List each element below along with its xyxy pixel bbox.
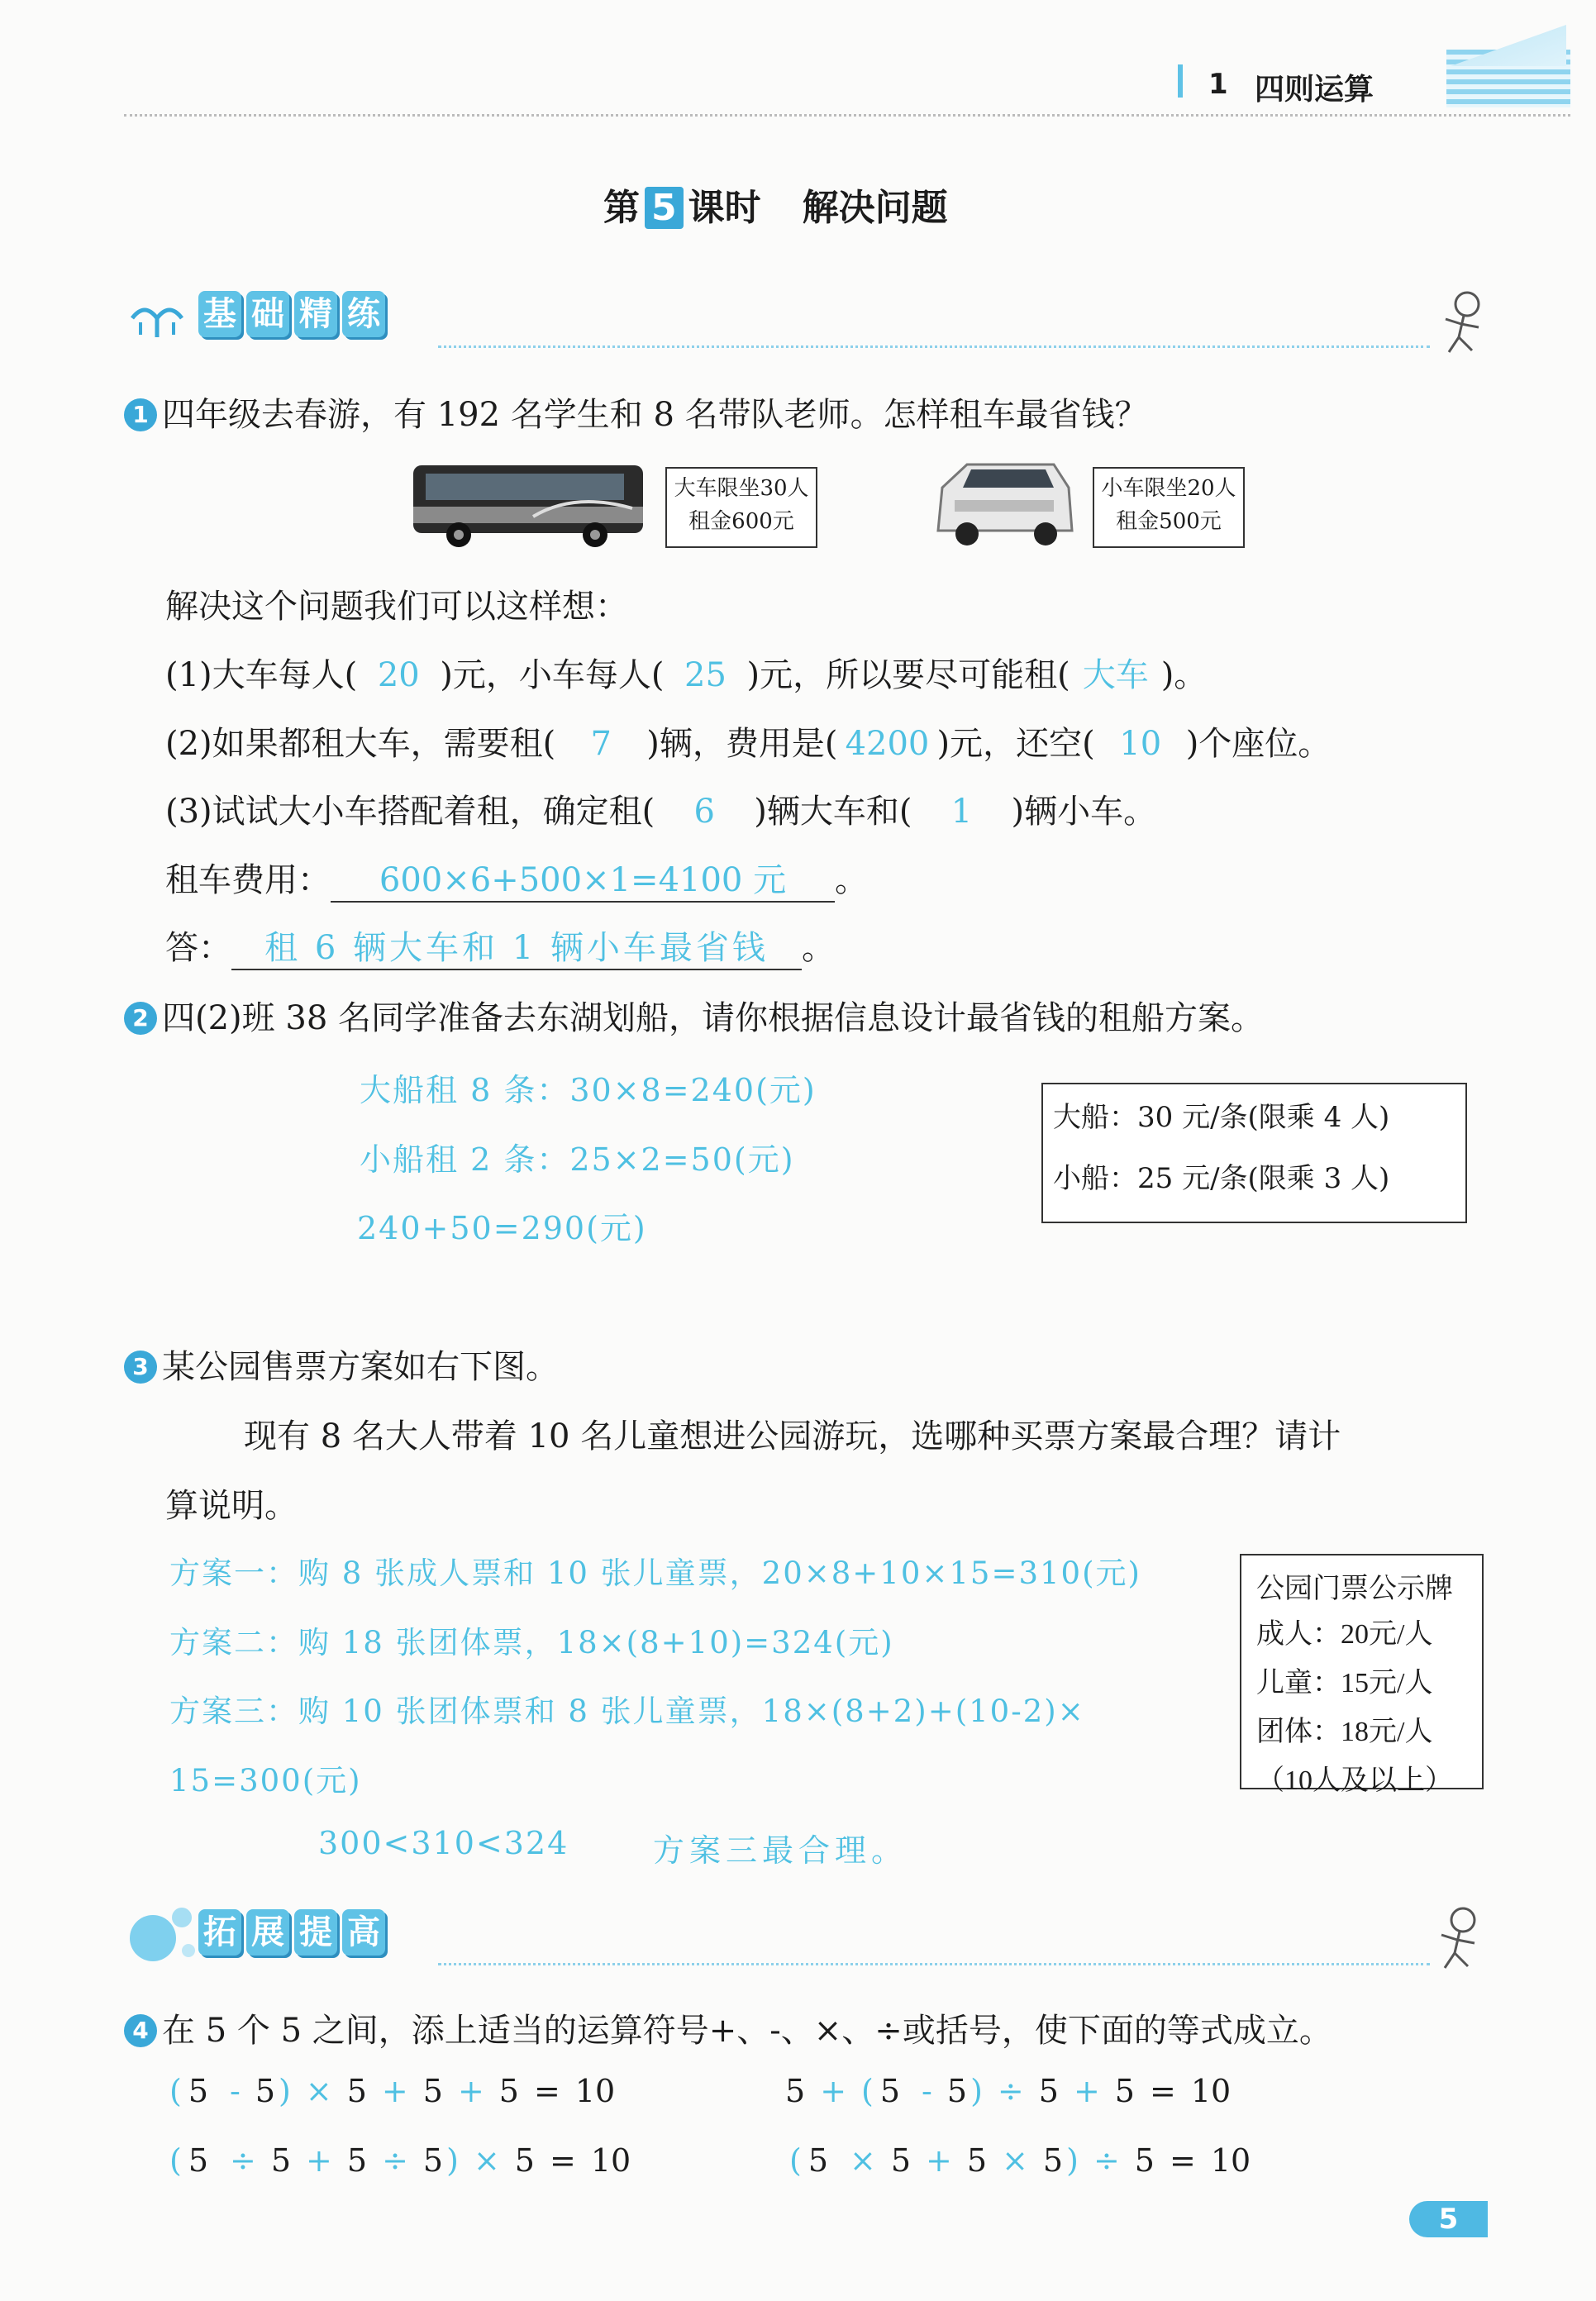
page-number-text: 5 — [1438, 2203, 1459, 2236]
eq-operator: + — [1073, 2073, 1100, 2109]
eq-number: 5 — [422, 2142, 444, 2179]
q1-ans-big-count: 7 — [590, 725, 612, 763]
q1-cost-end: 。 — [835, 861, 868, 899]
q1-line1-text: (1)大车每人( — [165, 656, 358, 694]
q2-answer-line: 大船租 8 条：30×8=240(元) — [360, 1072, 817, 1108]
q1-ans-empty-seats: 10 — [1119, 725, 1162, 763]
eq-number: 5 — [946, 2073, 968, 2109]
eq-paren: ( — [169, 2073, 182, 2109]
q1-answer-line — [165, 922, 835, 970]
q1-line3-text: )辆小车。 — [1011, 793, 1157, 831]
q1-ans-big-per-person: 20 — [377, 656, 420, 694]
header-chapter-num: 1 — [1208, 68, 1228, 101]
eq-number: 5 — [890, 2142, 912, 2179]
header-dotted-rule — [124, 114, 1570, 117]
eq-result: 10 — [574, 2073, 616, 2109]
eq-operator: ÷ — [230, 2142, 256, 2179]
q1-line3-text: )辆大车和( — [754, 793, 912, 831]
q3-para2: 算说明。 — [165, 1487, 298, 1525]
eq-number: 5 — [879, 2073, 901, 2109]
bus-sign — [665, 467, 817, 548]
q1-ans-small-mix: 1 — [950, 793, 973, 831]
van-sign — [1093, 467, 1245, 548]
section2-char: 拓 — [198, 1909, 241, 1956]
q1-line1-text: )元，所以要尽可能租( — [746, 656, 1070, 694]
eq-paren: ) — [970, 2073, 983, 2109]
eq-number: 5 — [1134, 2142, 1155, 2179]
q1-intro: 解决这个问题我们可以这样想： — [165, 588, 628, 626]
q1-line2 — [165, 717, 1331, 765]
q2-boat-info-line: 大船：30 元/条(限乘 4 人) — [1053, 1101, 1390, 1134]
q1-answer-label: 答： — [165, 929, 231, 967]
q3-answer-line: 方案二：购 18 张团体票，18×(8+10)=324(元) — [169, 1625, 894, 1660]
q3-answer-line: 方案一：购 8 张成人票和 10 张儿童票，20×8+10×15=310(元) — [169, 1555, 1141, 1591]
q1-cost-line — [165, 854, 868, 903]
page-title — [603, 178, 948, 231]
title-topic: 解决问题 — [802, 187, 948, 229]
eq-operator: + — [457, 2073, 484, 2109]
runner-icon — [1430, 1905, 1488, 1971]
eq-operator: × — [473, 2142, 500, 2179]
eq-number: 5 — [188, 2142, 209, 2179]
eq-result: 10 — [590, 2142, 631, 2179]
van-sign-line: 租金500元 — [1116, 509, 1222, 534]
eq-number: 5 — [1038, 2073, 1059, 2109]
ticket-sign-line: 儿童：15元/人 — [1256, 1668, 1433, 1698]
title-suffix: 课时 — [688, 187, 761, 229]
q1-line3-text: (3)试试大小车搭配着租，确定租( — [165, 793, 655, 831]
eq-number: 5 — [1042, 2142, 1064, 2179]
q1-answer-text: 租 6 辆大车和 1 辆小车最省钱 — [231, 922, 802, 970]
q1-number: 1 — [124, 398, 157, 431]
eq-number: 5 — [808, 2142, 829, 2179]
q1-answer-end: 。 — [802, 929, 835, 967]
q2-boat-info — [1041, 1083, 1467, 1223]
header-corner — [1451, 25, 1566, 66]
section-extension — [198, 1909, 390, 1956]
van-image — [930, 455, 1079, 554]
ticket-sign-line: 成人：20元/人 — [1256, 1619, 1433, 1650]
eq-number: 5 — [346, 2073, 367, 2109]
q1-line1-text: )。 — [1160, 656, 1208, 694]
eq-number: 5 — [785, 2073, 806, 2109]
q1-ans-choice: 大车 — [1082, 656, 1149, 694]
q1-line2-text: )个座位。 — [1185, 725, 1332, 763]
q1-line3 — [165, 785, 1156, 832]
q2-boat-info-line: 小船：25 元/条(限乘 3 人) — [1053, 1162, 1390, 1196]
eq-equals: = — [1149, 2073, 1176, 2109]
q4-number: 4 — [124, 2014, 157, 2047]
q3-compare: 300<310<324 — [318, 1825, 569, 1861]
eq-number: 5 — [1114, 2073, 1135, 2109]
eq-result: 10 — [1190, 2073, 1232, 2109]
eq-result: 10 — [1210, 2142, 1251, 2179]
q1-question: 四年级去春游，有 192 名学生和 8 名带队老师。怎样租车最省钱？ — [162, 396, 1148, 434]
section1-dotted-rule — [438, 345, 1430, 348]
q1-line1 — [165, 649, 1207, 696]
eq-equals: = — [1169, 2142, 1196, 2179]
eq-paren: ) — [1066, 2142, 1079, 2179]
q3-answer-line: 15=300(元) — [169, 1763, 362, 1798]
q3-text — [124, 1341, 559, 1388]
eq-number: 5 — [255, 2073, 276, 2109]
bus-image — [409, 459, 649, 550]
section1-char: 精 — [294, 291, 337, 337]
ticket-sign-title: 公园门票公示牌 — [1256, 1574, 1453, 1604]
q3-question: 某公园售票方案如右下图。 — [162, 1348, 559, 1386]
eq-operator: × — [305, 2073, 332, 2109]
eq-operator: ÷ — [1093, 2142, 1120, 2179]
section1-char: 础 — [246, 291, 289, 337]
eq-operator: ÷ — [382, 2142, 408, 2179]
van-sign-line: 小车限坐20人 — [1101, 476, 1236, 501]
eq-paren: ) — [446, 2142, 459, 2179]
q4-text — [124, 2004, 1332, 2051]
eq-operator: - — [922, 2073, 932, 2109]
header-chapter-title: 四则运算 — [1255, 73, 1374, 107]
q1-line1-text: )元，小车每人( — [440, 656, 665, 694]
eq-operator: + — [926, 2142, 952, 2179]
lesson-number-badge: 5 — [645, 187, 684, 229]
eq-operator: ÷ — [997, 2073, 1024, 2109]
eq-operator: × — [850, 2142, 876, 2179]
q3-number: 3 — [124, 1351, 157, 1384]
q1-ans-big-mix: 6 — [693, 793, 715, 831]
eq-operator: + — [306, 2142, 332, 2179]
eq-number: 5 — [966, 2142, 988, 2179]
section1-char: 练 — [342, 291, 385, 337]
q1-line2-text: (2)如果都租大车，需要租( — [165, 725, 556, 763]
section1-char: 基 — [198, 291, 241, 337]
eq-operator: + — [381, 2073, 408, 2109]
eq-equals: = — [533, 2073, 560, 2109]
q1-cost-label: 租车费用： — [165, 861, 331, 899]
ticket-sign-line: （10人及以上） — [1256, 1765, 1453, 1796]
runner-icon — [1434, 289, 1492, 355]
q2-answer-line: 小船租 2 条：25×2=50(元) — [360, 1141, 795, 1178]
bus-sign-line: 租金600元 — [688, 509, 794, 534]
eq-number: 5 — [514, 2142, 535, 2179]
bus-sign-line: 大车限坐30人 — [674, 476, 809, 501]
eq-paren: ) — [279, 2073, 291, 2109]
q1-line2-text: )元，还空( — [936, 725, 1095, 763]
q3-para1: 现有 8 名大人带着 10 名儿童想进公园游玩，选哪种买票方案最合理？请计 — [244, 1417, 1341, 1455]
q3-answer-line: 方案三：购 10 张团体票和 8 张儿童票，18×(8+2)+(10-2)× — [169, 1694, 1085, 1729]
section-basic-practice — [198, 291, 390, 337]
eq-number: 5 — [422, 2073, 443, 2109]
q1-line2-text: )辆，费用是( — [646, 725, 838, 763]
q1-ans-small-per-person: 25 — [684, 656, 727, 694]
q2-text — [124, 992, 1264, 1039]
header-bar — [1178, 64, 1183, 98]
section2-char: 高 — [342, 1909, 385, 1956]
eq-operator: + — [820, 2073, 847, 2109]
eq-operator: × — [1002, 2142, 1028, 2179]
title-prefix: 第 — [603, 187, 640, 229]
q3-conclusion: 方案三最合理。 — [653, 1832, 908, 1869]
eq-number: 5 — [498, 2073, 519, 2109]
eq-paren: ( — [861, 2073, 874, 2109]
q4-equation-3 — [169, 2142, 631, 2179]
eq-paren: ( — [789, 2142, 802, 2179]
q2-number: 2 — [124, 1002, 157, 1035]
section2-dotted-rule — [438, 1963, 1430, 1965]
page-number — [1409, 2201, 1488, 2237]
eq-paren: ( — [169, 2142, 182, 2179]
q2-answer-line: 240+50=290(元) — [357, 1210, 647, 1246]
q3-ticket-sign — [1240, 1554, 1484, 1796]
q1-ans-cost: 4200 — [845, 725, 930, 763]
eq-equals: = — [549, 2142, 576, 2179]
q4-question: 在 5 个 5 之间，添上适当的运算符号+、-、×、÷或括号，使下面的等式成立。 — [162, 2012, 1332, 2050]
q2-question: 四(2)班 38 名同学准备去东湖划船，请你根据信息设计最省钱的租船方案。 — [162, 999, 1264, 1037]
eq-operator: - — [230, 2073, 241, 2109]
eq-number: 5 — [188, 2073, 209, 2109]
bubbles-icon — [124, 1901, 198, 1967]
ticket-sign-line: 团体：18元/人 — [1256, 1717, 1433, 1747]
q4-equation-1 — [169, 2073, 615, 2109]
q1-cost-answer: 600×6+500×1=4100 元 — [331, 854, 835, 903]
eq-number: 5 — [270, 2142, 292, 2179]
q1-text — [124, 388, 1148, 436]
section2-char: 展 — [246, 1909, 289, 1956]
q4-equation-4 — [789, 2142, 1251, 2179]
section2-char: 提 — [294, 1909, 337, 1956]
q4-equation-2 — [785, 2073, 1231, 2109]
eq-number: 5 — [346, 2142, 368, 2179]
sprout-icon — [124, 298, 190, 339]
